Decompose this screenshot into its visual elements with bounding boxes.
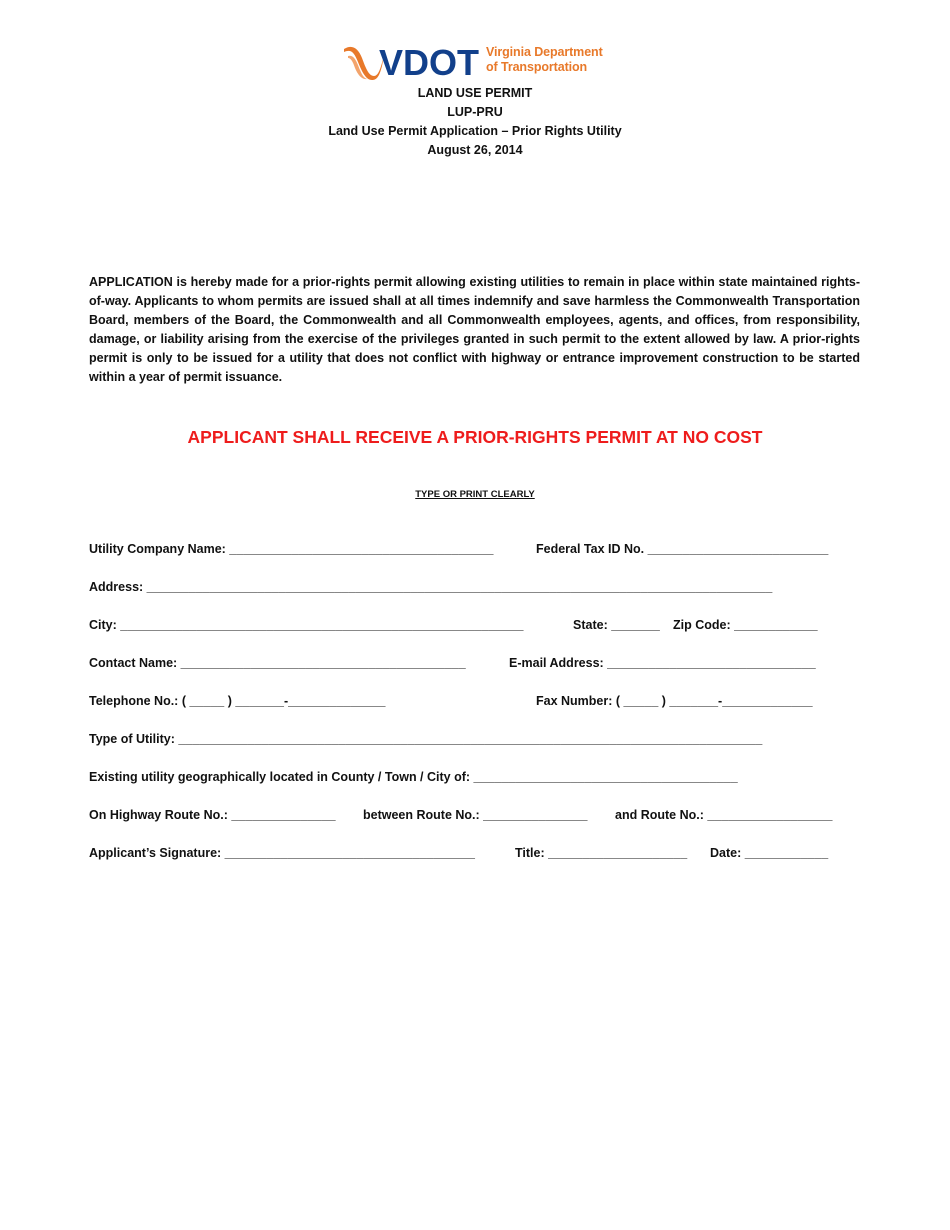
form-row-phone (89, 692, 864, 730)
telephone-field[interactable]: Telephone No.: ( _____ ) _______-______________ (89, 694, 386, 708)
state-field[interactable]: State: _______ (573, 618, 660, 632)
form-row-location (89, 768, 864, 806)
form-row-city (89, 616, 864, 654)
vdot-logo (342, 42, 612, 86)
document-title: LAND USE PERMIT (417, 86, 533, 100)
document-date: August 26, 2014 (427, 143, 523, 157)
contact-name-field[interactable]: Contact Name: _________________________________________ (89, 656, 466, 670)
print-instruction: TYPE OR PRINT CLEARLY (415, 489, 535, 500)
no-cost-notice: APPLICANT SHALL RECEIVE A PRIOR-RIGHTS PERMIT AT NO COST (187, 427, 763, 447)
city-field[interactable]: City: __________________________________________________________ (89, 618, 524, 632)
between-route-field[interactable]: between Route No.: _______________ (363, 808, 588, 822)
address-field[interactable]: Address: __________________________________________________________________________________________ (89, 580, 773, 594)
email-address-field[interactable]: E-mail Address: ______________________________ (509, 656, 816, 670)
form-row-address (89, 578, 864, 616)
agency-name-line1: Virginia Department (486, 45, 603, 59)
fax-number-field[interactable]: Fax Number: ( _____ ) _______-_____________ (536, 694, 813, 708)
application-form (89, 540, 864, 882)
form-row-route (89, 806, 864, 844)
applicant-signature-field[interactable]: Applicant’s Signature: ____________________________________ (89, 846, 475, 860)
utility-location-field[interactable]: Existing utility geographically located in County / Town / City of: ______________________________________ (89, 770, 738, 784)
type-of-utility-field[interactable]: Type of Utility: ____________________________________________________________________________________ (89, 732, 763, 746)
document-subtitle: Land Use Permit Application – Prior Rights Utility (328, 124, 622, 138)
utility-company-name-field[interactable]: Utility Company Name: ______________________________________ (89, 542, 494, 556)
highway-route-field[interactable]: On Highway Route No.: _______________ (89, 808, 336, 822)
vdot-logo-mark (342, 42, 482, 82)
form-row-company (89, 540, 864, 578)
title-field[interactable]: Title: ____________________ (515, 846, 688, 860)
vdot-wordmark: VDOT (379, 42, 480, 82)
document-header (0, 84, 950, 160)
form-code: LUP-PRU (447, 105, 503, 119)
form-row-signature (89, 844, 864, 882)
zip-code-field[interactable]: Zip Code: ____________ (673, 618, 818, 632)
federal-tax-id-field[interactable]: Federal Tax ID No. __________________________ (536, 542, 829, 556)
form-row-utility-type (89, 730, 864, 768)
application-paragraph: APPLICATION is hereby made for a prior-rights permit allowing existing utilities to remain in place within state maintained rights-of-way. Applicants to whom permits are issued shall at all times indemnify and save harmless the Commonwealth Transportation Board, members of the Board, the Commonwealth and all Commonwealth employees, agents, and offices, from responsibility, damage, or liability arising from the exercise of the privileges granted in such permit to the extent allowed by law. A prior-rights permit is only to be issued for a utility that does not conflict with highway or entrance improvement construction to be started within a year of permit issuance. (89, 275, 860, 384)
date-field[interactable]: Date: ____________ (710, 846, 829, 860)
and-route-field[interactable]: and Route No.: __________________ (615, 808, 833, 822)
agency-name (486, 45, 603, 75)
form-row-contact (89, 654, 864, 692)
agency-name-line2: of Transportation (486, 60, 588, 74)
